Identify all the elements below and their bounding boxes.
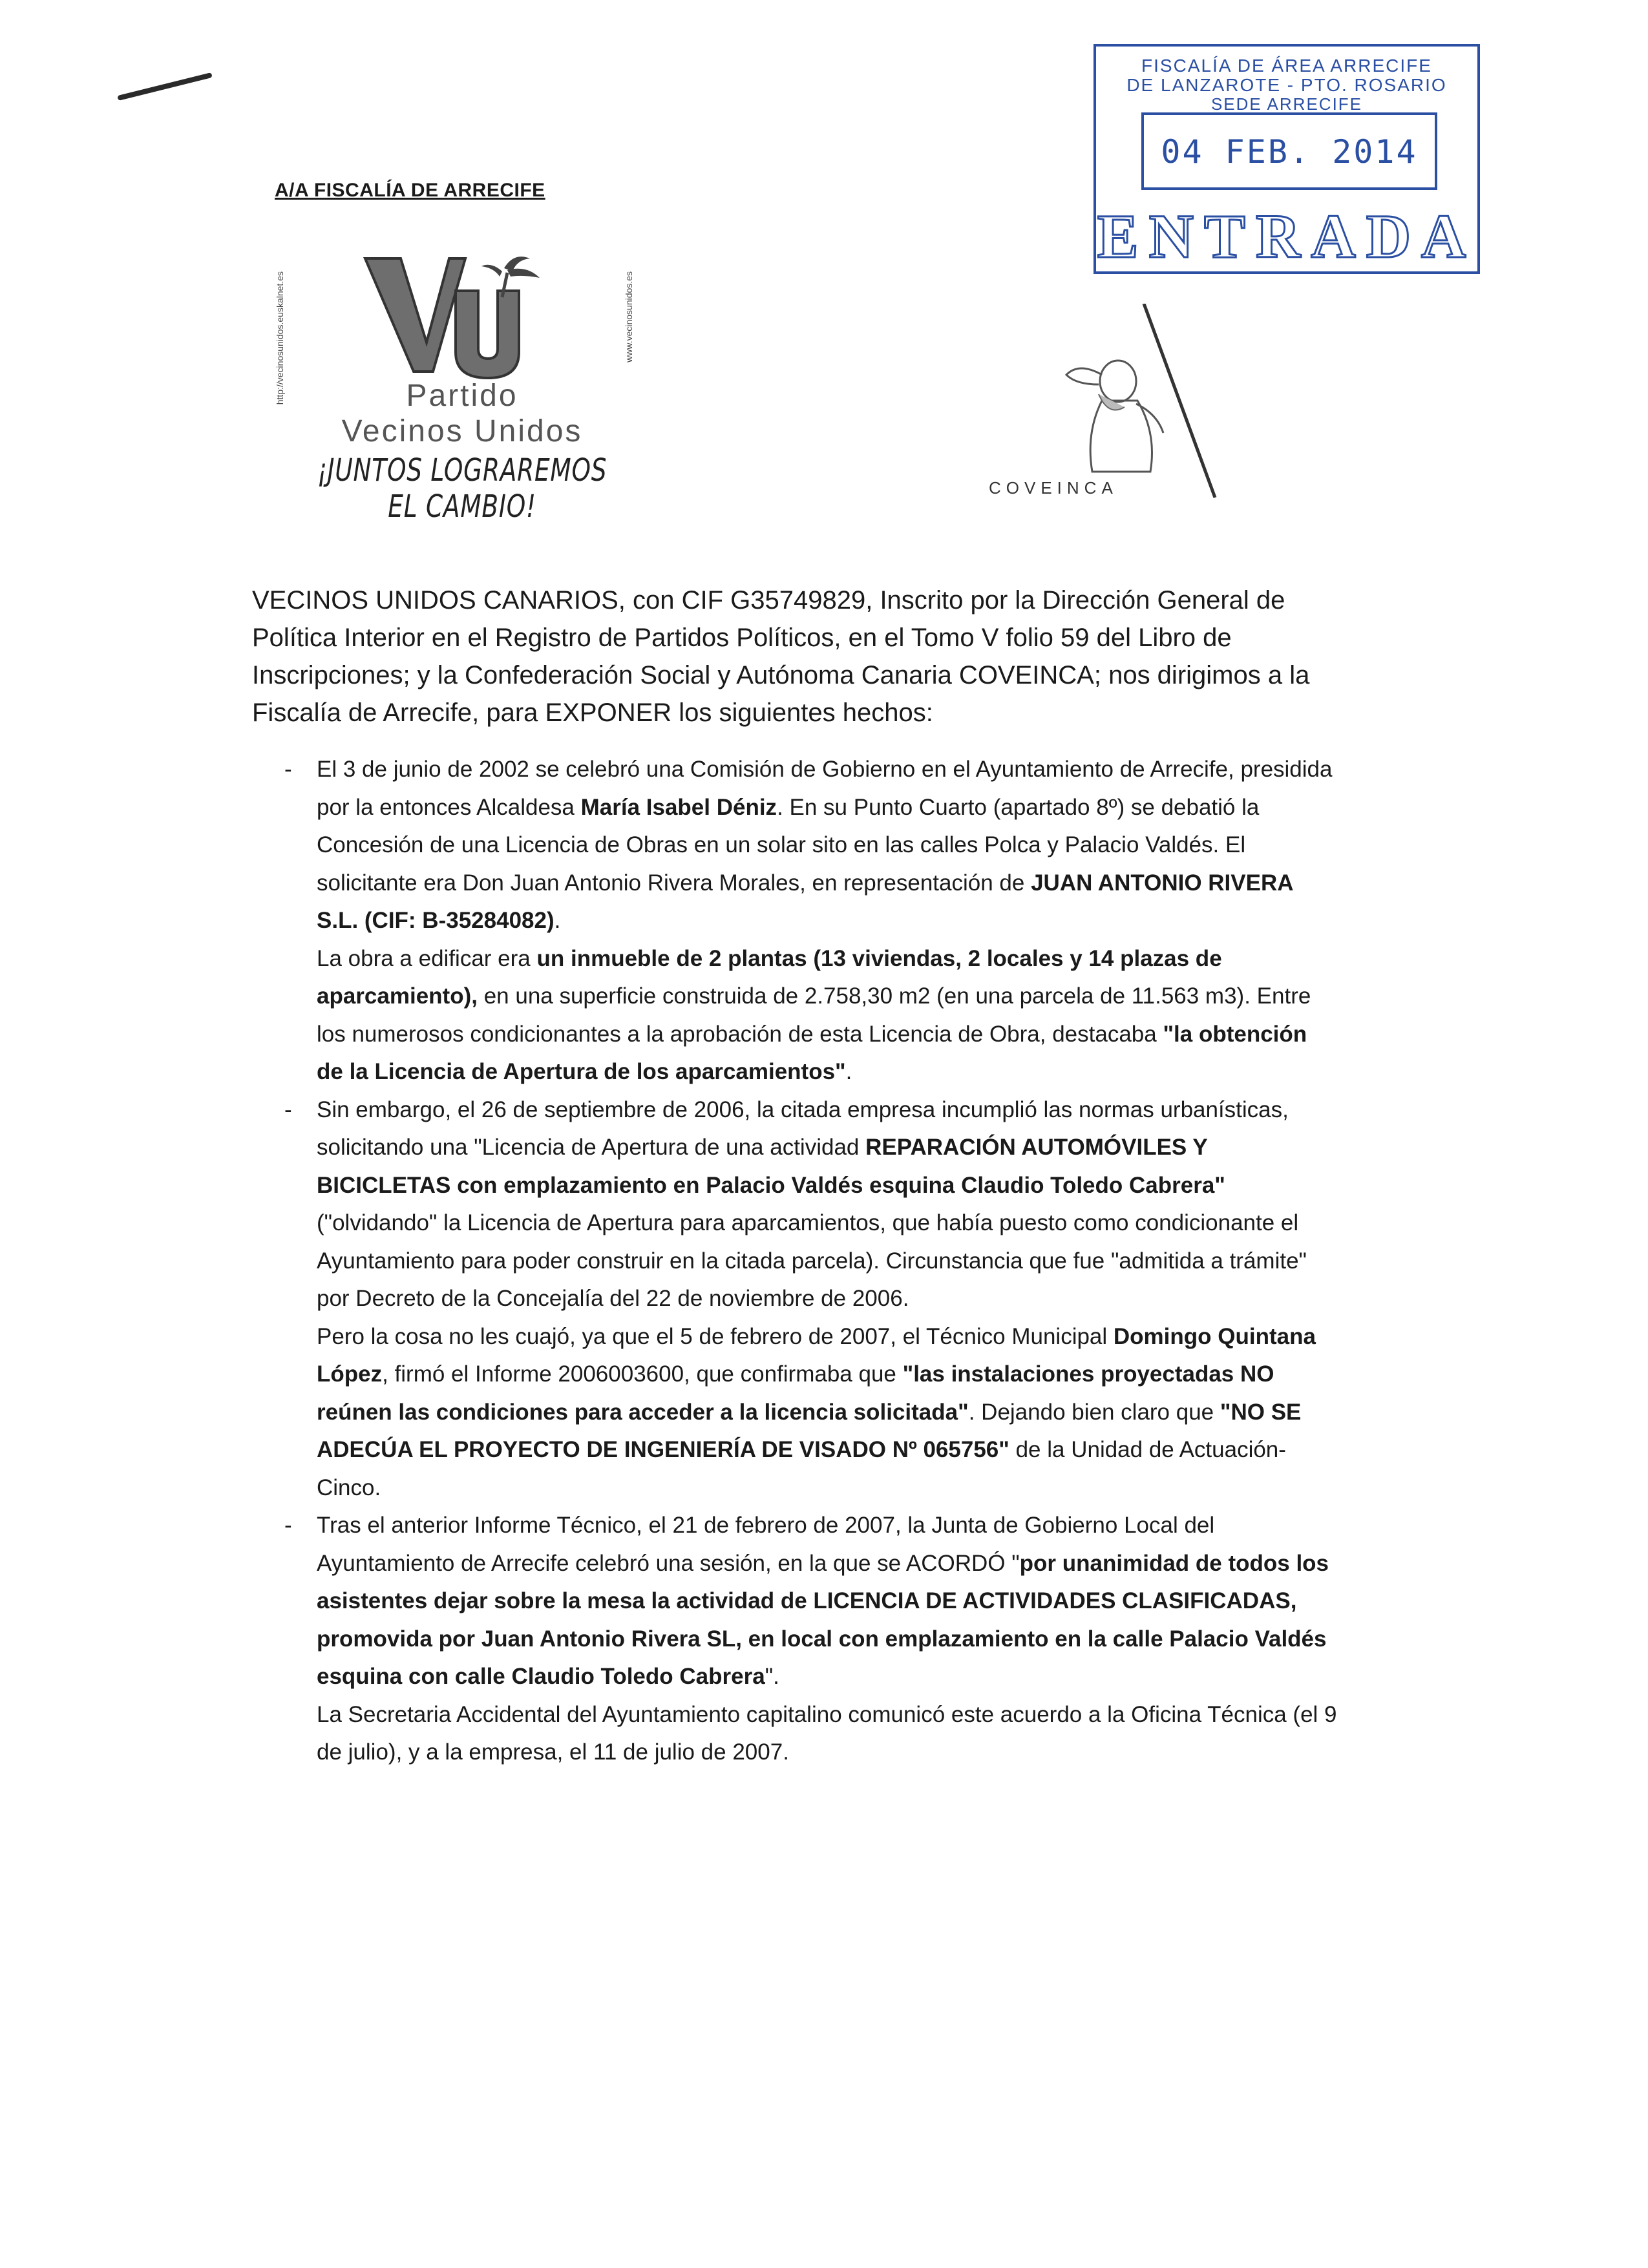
list-item [252, 1091, 1338, 1507]
stamp-entrada: ENTRADA [1097, 202, 1477, 271]
item2-paragraph2: Pero la cosa no les cuajó, ya que el 5 de febrero de 2007, el Técnico Municipal Domingo Quintana López, firmó el Informe 2006003600, que confirmaba que "las instalaciones proyectadas NO reúnen las condiciones para acceder a la licencia solicitada". Dejando bien claro que "NO SE ADECÚA EL PROYECTO DE INGENIERÍA DE VISADO Nº 065756" de la Unidad de Actuación-Cinco. [317, 1323, 1316, 1500]
list-dash: - [284, 1513, 292, 1538]
logo-url-right: www.vecinosunidos.es [624, 271, 634, 362]
addressee-heading: A/A FISCALÍA DE ARRECIFE [275, 180, 545, 201]
coveinca-emblem [969, 304, 1228, 510]
stamp-line2: DE LANZAROTE - PTO. ROSARIO [1126, 75, 1447, 95]
logo-url-left: http://vecinosunidos.euskalnet.es [275, 271, 285, 405]
party-logo [275, 233, 650, 525]
list-item [252, 1507, 1338, 1772]
list-dash: - [284, 1097, 292, 1122]
party-slogan: ¡JUNTOS LOGRAREMOS EL CAMBIO! [317, 452, 607, 525]
stamp-date-box [1141, 112, 1437, 190]
facts-list [252, 751, 1338, 1772]
pen-stroke [117, 72, 212, 101]
party-name-line1: Partido [406, 379, 518, 413]
item1-paragraph1: El 3 de junio de 2002 se celebró una Comisión de Gobierno en el Ayuntamiento de Arrecife, presidida por la entonces Alcaldesa María Isabel Déniz. En su Punto Cuarto (apartado 8º) se debatió la Concesión de una Licencia de Obras en un solar sito en las calles Polca y Palacio Valdés. El solicitante era Don Juan Antonio Rivera Morales, en representación de JUAN ANTONIO RIVERA S.L. (CIF: B-35284082). [317, 757, 1333, 933]
stamp-line3: SEDE ARRECIFE [1210, 94, 1363, 114]
letter-body [252, 582, 1338, 1772]
list-item [252, 751, 1338, 1091]
item3-paragraph1: Tras el anterior Informe Técnico, el 21 de febrero de 2007, la Junta de Gobierno Local del Ayuntamiento de Arrecife celebró una sesión, en la que se ACORDÓ "por unanimidad de todos los asistentes dejar sobre la mesa la actividad de LICENCIA DE ACTIVIDADES CLASIFICADAS, promovida por Juan Antonio Rivera SL, en local con emplazamiento en la calle Palacio Valdés esquina con calle Claudio Toledo Cabrera". [317, 1513, 1329, 1689]
item1-paragraph2: La obra a edificar era un inmueble de 2 plantas (13 viviendas, 2 locales y 14 plazas de aparcamiento), en una superficie construida de 2.758,30 m2 (en una parcela de 11.563 m3). Entre los numerosos condicionantes a la aprobación de esta Licencia de Obra, destacaba "la obtención de la Licencia de Apertura de los aparcamientos". [317, 945, 1311, 1084]
list-dash: - [284, 757, 292, 782]
item3-paragraph2: La Secretaria Accidental del Ayuntamiento capitalino comunicó este acuerdo a la Oficina Técnica (el 9 de julio), y a la empresa, el 11 de julio de 2007. [317, 1701, 1337, 1765]
intro-paragraph: VECINOS UNIDOS CANARIOS, con CIF G35749829, Inscrito por la Dirección General de Política Interior en el Registro de Partidos Políticos, en el Tomo V folio 59 del Libro de Inscripciones; y la Confederación Social y Autónoma Canaria COVEINCA; nos dirigimos a la Fiscalía de Arrecife, para EXPONER los siguientes hechos: [252, 586, 1310, 727]
stamp-date: 04 FEB. 2014 [1161, 133, 1418, 171]
stamp-line1: FISCALÍA DE ÁREA ARRECIFE [1141, 56, 1432, 76]
party-name-line2: Vecinos Unidos [341, 414, 583, 448]
item2-paragraph1: Sin embargo, el 26 de septiembre de 2006, la citada empresa incumplió las normas urbanísticas, solicitando una "Licencia de Apertura de una actividad REPARACIÓN AUTOMÓVILES Y BICICLETAS con emplazamiento en Palacio Valdés esquina Claudio Toledo Cabrera" ("olvidando" la Licencia de Apertura para aparcamientos, que había puesto como condicionante el Ayuntamiento para poder construir en la citada parcela). Circunstancia que fue "admitida a trámite" por Decreto de la Concejalía del 22 de noviembre de 2006. [317, 1097, 1307, 1311]
coveinca-label: COVEINCA [989, 478, 1118, 498]
vu-logo-icon [352, 246, 546, 381]
reception-stamp [1093, 44, 1480, 274]
